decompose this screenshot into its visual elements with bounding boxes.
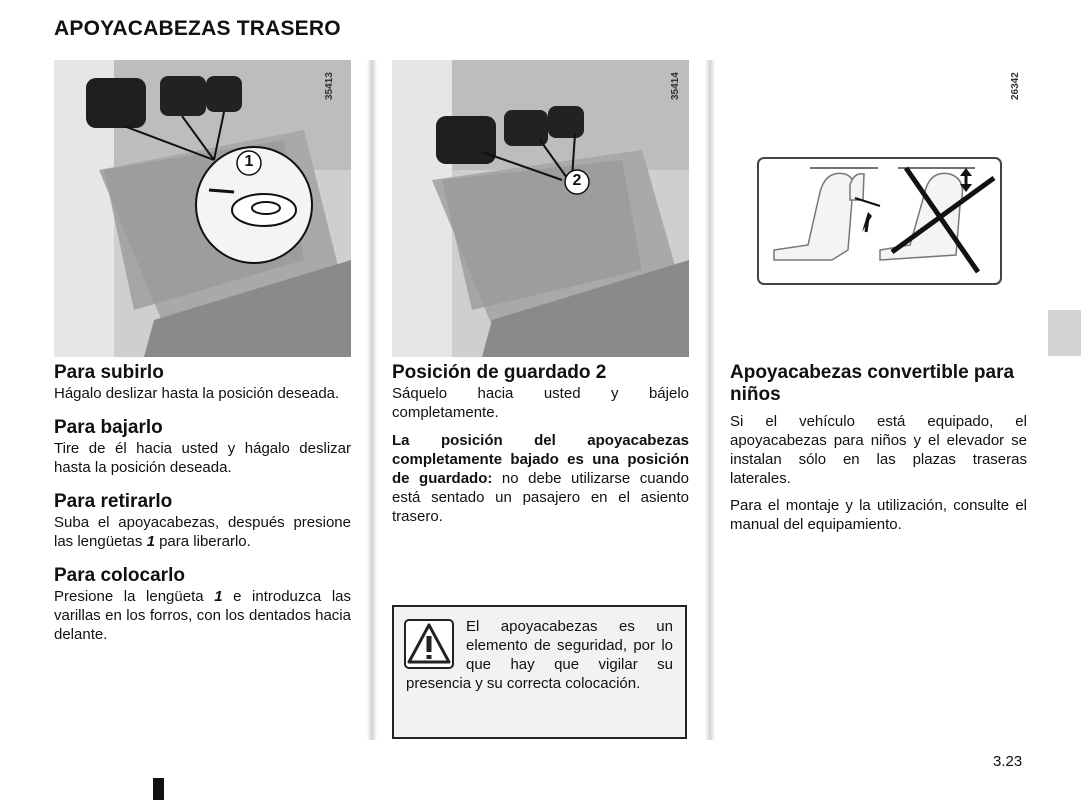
figure-ref-number: 26342 [1010, 72, 1021, 100]
section-lower [54, 417, 351, 477]
figure-child-headrest [730, 60, 1027, 300]
page-number: 3.23 [993, 753, 1023, 770]
figure-ref-number: 35414 [670, 72, 681, 100]
child-seat-diagram [730, 60, 1027, 300]
seat-illustration-2 [392, 60, 689, 357]
section-title: Para colocarlo [54, 565, 185, 586]
section-remove [54, 491, 351, 551]
stowed-warning-text: La posición del apoyacabezas completamente bajado es una posición de guardado: no debe utilizarse cuando está sentado un pasajero en el asiento trasero. [392, 432, 689, 525]
section-text: Para el montaje y la utilización, consulte el manual del equipamiento. [730, 497, 1027, 533]
section-title: Para bajarlo [54, 417, 163, 438]
warning-text: El apoyacabezas es un elemento de seguridad, por lo que hay que vigilar su presencia y su correcta colocación. [406, 618, 673, 692]
figure-rear-seat-headrests-stowed [392, 60, 689, 357]
section-text: Si el vehículo está equipado, el apoyacabezas para niños y el elevador se instalan sólo en las plazas traseras laterales. [730, 413, 1027, 487]
chapter-tab [1048, 310, 1081, 356]
column-right [730, 362, 1027, 534]
callout-1: 1 [244, 153, 254, 170]
section-raise [54, 362, 351, 403]
section-title: Para subirlo [54, 362, 164, 383]
figure-rear-seat-headrests-raise [54, 60, 351, 357]
section-text: Tire de él hacia usted y hágalo deslizar hasta la posición deseada. [54, 440, 351, 476]
column-middle [392, 362, 689, 526]
section-install [54, 565, 351, 644]
page-title: APOYACABEZAS TRASERO [54, 17, 341, 40]
section-title: Posición de guardado 2 [392, 362, 607, 383]
section-text: Suba el apoyacabezas, después presione las lengüetas 1 para liberarlo. [54, 514, 351, 550]
crop-mark [153, 778, 164, 800]
figure-ref-number: 35413 [324, 72, 335, 100]
warning-triangle-icon [404, 619, 454, 669]
column-left [54, 362, 351, 644]
section-text: Sáquelo hacia usted y bájelo completamente. [392, 385, 689, 421]
column-divider [367, 60, 377, 740]
safety-warning-box [392, 605, 687, 739]
seat-illustration-1 [54, 60, 351, 357]
section-title: Apoyacabezas convertible para niños [730, 362, 1015, 405]
callout-2: 2 [572, 172, 582, 189]
section-text: Hágalo deslizar hasta la posición deseada. [54, 385, 340, 402]
section-title: Para retirarlo [54, 491, 173, 512]
column-divider [705, 60, 715, 740]
section-text: Presione la lengüeta 1 e introduzca las varillas en los forros, con los dentados hacia delante. [54, 588, 351, 643]
